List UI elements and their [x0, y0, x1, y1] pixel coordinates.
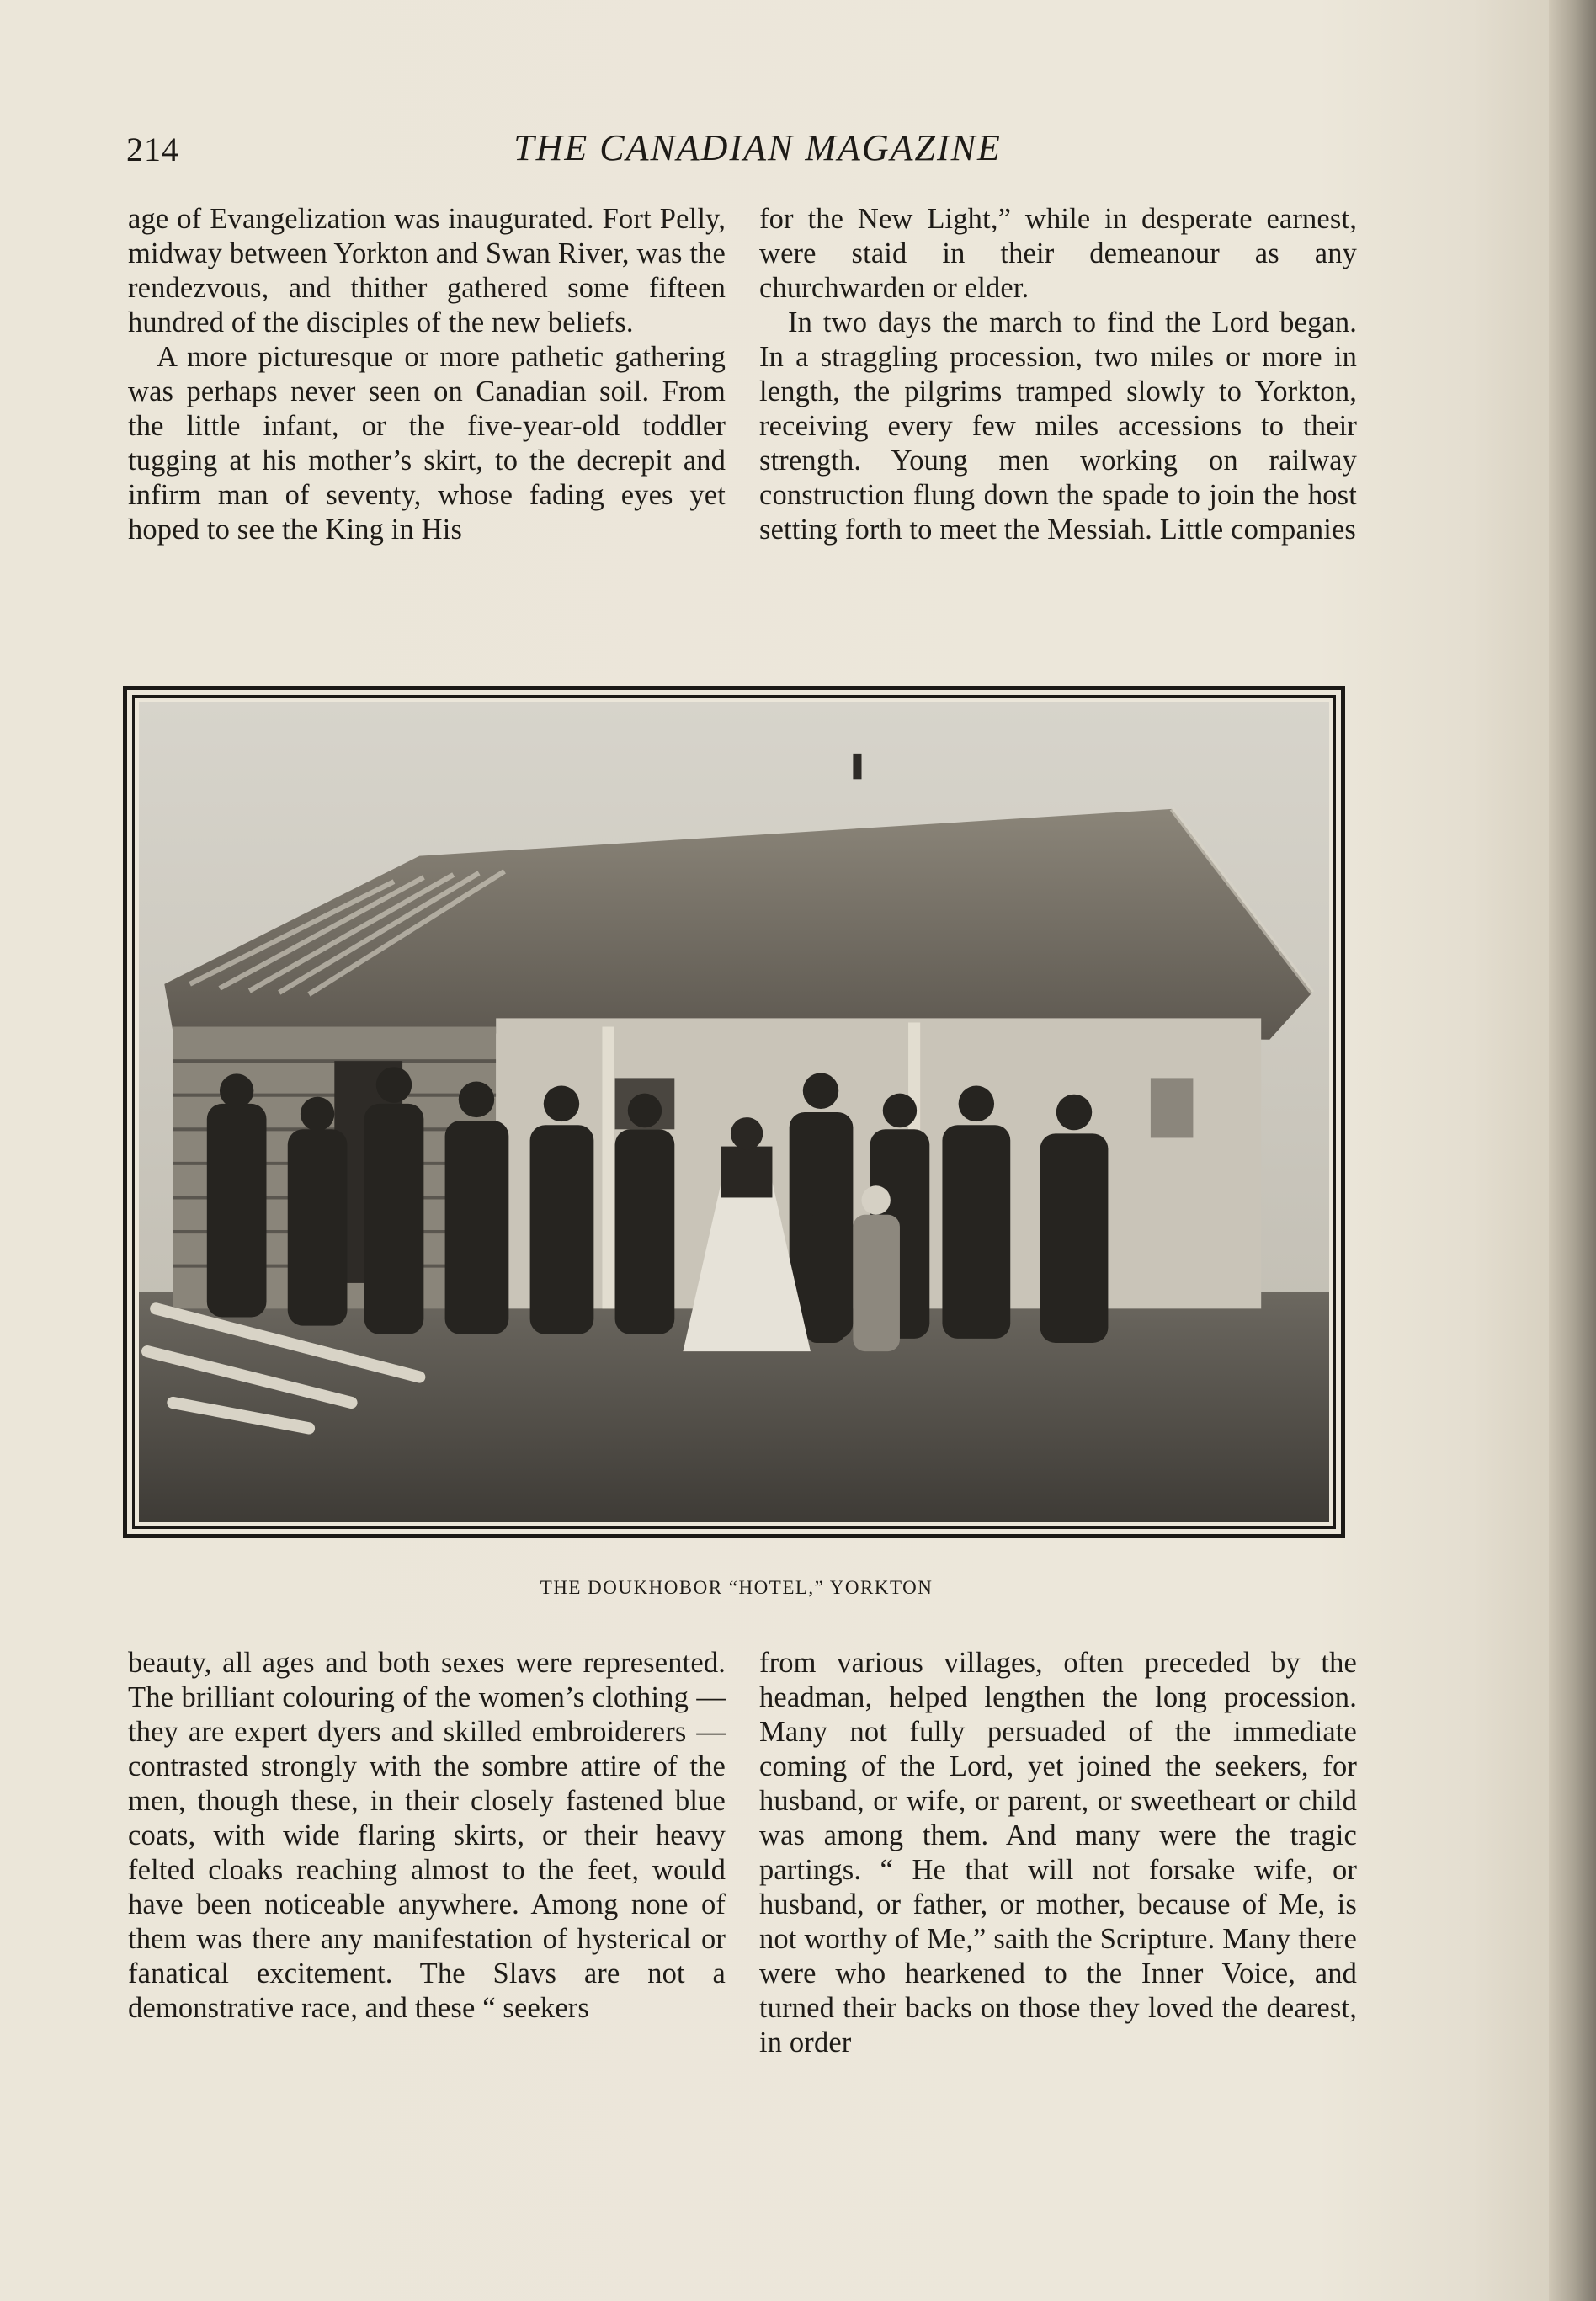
figure-caption: THE DOUKHOBOR “HOTEL,” YORKTON [540, 1577, 934, 1598]
column-top-left [128, 202, 726, 547]
paragraph: In two days the march to find the Lord began. In a straggling procession, two miles or more in length, the pilgrims tramped slowly to Yorkton, receiving every few miles accessions to their strength. Young men working on railway construction flung down the spade to join the host setting forth to meet the Messiah. Little companies [759, 306, 1357, 546]
book-spine-shadow [1549, 0, 1596, 2301]
porch-post [602, 1027, 614, 1309]
window-right [1151, 1078, 1194, 1137]
chimney [853, 754, 861, 779]
photo-frame-inner [132, 695, 1336, 1529]
halftone-photograph [139, 702, 1329, 1522]
paragraph: A more picturesque or more pathetic gathering was perhaps never seen on Canadian soil. From the little infant, or the five-year-old toddler tugging at his mother’s skirt, to the decrepit and infirm man of seventy, whose fading eyes yet hoped to see the King in His [128, 341, 726, 546]
paragraph: beauty, all ages and both sexes were represented. The brilliant colouring of the women’s clothing — they are expert dyers and skilled embroiderers —contrasted strongly with the sombre attire of the men, though these, in their closely fastened blue coats, with wide flaring skirts, or their heavy felted cloaks reaching almost to the feet, would have been noticeable anywhere. Among none of them was there any manifestation of hysterical or fanatical excitement. The Slavs are not a demonstrative race, and these “ seekers [128, 1647, 726, 2024]
paragraph: for the New Light,” while in desperate earnest, were staid in their demeanour as any churchwarden or elder. [759, 203, 1357, 304]
page-number: 214 [126, 130, 179, 168]
paragraph: from various villages, often preceded by the headman, helped lengthen the long procession. Many not fully persuaded of the immediate coming of the Lord, yet joined the seekers, for husband, or wife, or parent, or sweetheart or child was among them. And many were the tragic partings. “ He that will not forsake wife, or husband, or father, or mother, because of Me, is not worthy of Me,” saith the Scripture. Many there were who hearkened to the Inner Voice, and turned their backs on those they loved the dearest, in order [759, 1647, 1357, 2059]
photo-frame [123, 686, 1345, 1538]
column-top-right [759, 202, 1357, 547]
column-bottom-right [759, 1646, 1357, 2060]
running-head [126, 126, 1347, 177]
magazine-title: THE CANADIAN MAGAZINE [513, 127, 1002, 168]
paragraph: age of Evangelization was inaugurated. Fort Pelly, midway between Yorkton and Swan River, was the rendezvous, and thither gathered some fifteen hundred of the disciples of the new beliefs. [128, 203, 726, 338]
column-bottom-left [128, 1646, 726, 2026]
